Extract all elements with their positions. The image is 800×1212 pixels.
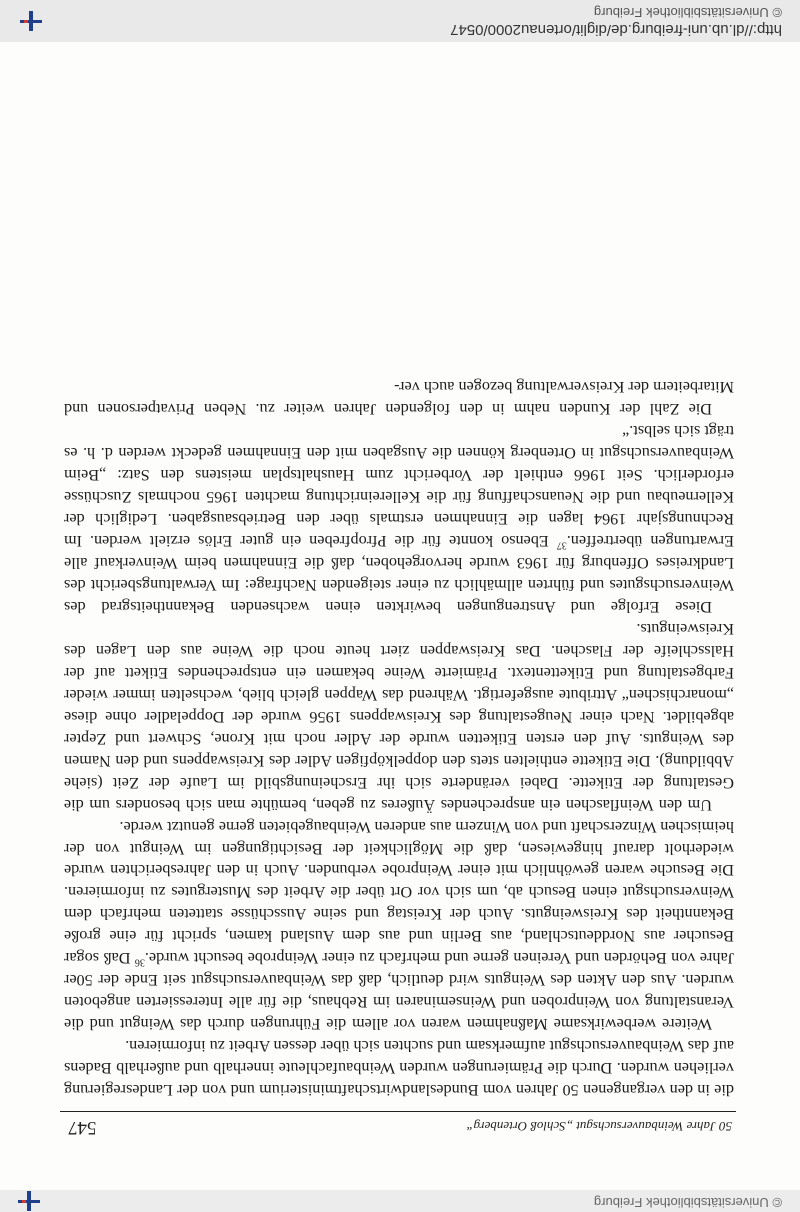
paragraph-1: die in den vergangenen 50 Jahren vom Bundeslandwirtschaftministerium und von der Landesregierung verliehen wurden. Durch die Prämierungen wurden Weinbaufachleute innerhalb und außerhalb Badens auf das Weinbauversuchsgut aufmerksam und suchten sich über dessen Arbeit zu informieren. (64, 1037, 734, 1099)
footnote-ref-36[interactable]: 36 (134, 956, 145, 968)
paragraph-4-part-a: Diese Erfolge und Anstrengungen bewirkten einen wachsenden Bekanntheitsgrad des Weinversuchsgutes und führten allmählich zu einer steigenden Nachfrage: Im Verwaltungsbericht des Landkreises Offenburg für 1963 wurde hervorgehoben, daß die Einnahmen beim Weinverkauf alle Erwartungen übertreffen. (64, 532, 734, 617)
paragraph-4-part-b: Ebenso konnte für die Pfropfreben ein guter Erlös erzielt werden. Im Rechnungsjahr 1964 lagen die Einnahmen erstmals über den Betriebsausgaben. Lediglich der Kellerneubau und die Neuanschaffung für die Kellereinrichtung machten 1965 nochmals Zuschüsse erforderlich. Seit 1966 enthielt der Vorbericht zum Haushaltsplan meistens den Satz: „Beim Weinbauversuchsgut in Ortenberg können die Ausgaben mit den Einnahmen gedeckt werden d. h. es trägt sich selbst.“ (64, 422, 734, 551)
footnote-ref-37[interactable]: 37 (556, 539, 567, 551)
running-head (60, 1111, 736, 1136)
source-url-link[interactable]: http://dl.ub.uni-freiburg.de/diglit/ortenau2000/0547 (450, 21, 782, 38)
paragraph-3: Um den Weinflaschen ein ansprechendes Äußeres zu geben, bemühte man sich besonders um die Gestaltung der Etikette. Dabei veränderte sich ihr Erscheinungsbild im Laufe der Zeit (siehe Abbildung). Die Etikette enthielten stets den doppelköpfigen Adler des Kreiswappens und den Namen des Weinguts. Auf den ersten Etiketten wurde der Adler noch mit Krone, Schwert und Zepter abgebildet. Nach einer Neugestaltung des Kreiswappens 1956 wurde der Doppeladler ohne diese „monarchischen“ Attribute ausgefertigt. Während das Wappen gleich blieb, wechselten immer wieder Farbgestaltung und Etikettentext. Prämierte Weine bekamen ein entsprechendes Etikett auf der Halsschleife der Flaschen. Das Kreiswappen ziert heute noch die Weine aus den Lagen des Kreisweinguts. (64, 619, 734, 814)
body-text (64, 376, 734, 1100)
paragraph-5: Die Zahl der Kunden nahm in den folgenden Jahren weiter zu. Neben Privatpersonen und Mitarbeitern der Kreisverwaltung bezogen auch ver- (64, 378, 734, 419)
scanned-page (0, 22, 800, 1190)
paragraph-2 (64, 815, 734, 1035)
copyright-text-top: © Universitätsbibliothek Freiburg (593, 1195, 782, 1210)
ub-logo-icon (20, 11, 42, 31)
ub-logo-icon (18, 1191, 40, 1211)
copyright-text: © Universitätsbibliothek Freiburg (593, 5, 782, 20)
paragraph-4 (64, 419, 734, 617)
paragraph-2-part-b: Daß sogar Besucher aus Norddeutschland, aus Berlin und aus dem Ausland kamen, spricht für eine große Bekanntheit des Kreisweinguts. Auch der Kreistag und seine Ausschüsse statteten mehrfach dem Weinversuchsgut einen Besuch ab, um sich vor Ort über die Arbeit des Mustergutes zu informieren. Die Besuche waren gewöhnlich mit einer Weinprobe verbunden. Auch in den Jahresberichten wurde wiederholt darauf hingewiesen, daß die Möglichkeit der Besichtigungen im Weingut von der heimischen Winzerschaft und von Winzern aus anderen Weinbaugebieten gerne genutzt werde. (63, 817, 734, 968)
footer-bar (0, 0, 800, 42)
paragraph-2-part-a: Weitere werbewirksame Maßnahmen waren vor allem die Führungen durch das Weingut und die Veranstaltung von Weinproben und Weinseminaren im Rebhaus, die für alle Interessierten angeboten wurden. Aus den Akten des Weinguts wird deutlich, daß das Weinbauversuchsgut seit Ende der 50er Jahre von Behörden und Vereinen gerne und mehrfach zu einer Weinprobe besucht wurde. (64, 949, 734, 1034)
page-number: 547 (68, 1117, 97, 1138)
running-title: 50 Jahre Weinbauversuchsgut „Schloß Ortenberg“ (466, 1119, 732, 1134)
top-edge-strip (0, 1190, 800, 1212)
